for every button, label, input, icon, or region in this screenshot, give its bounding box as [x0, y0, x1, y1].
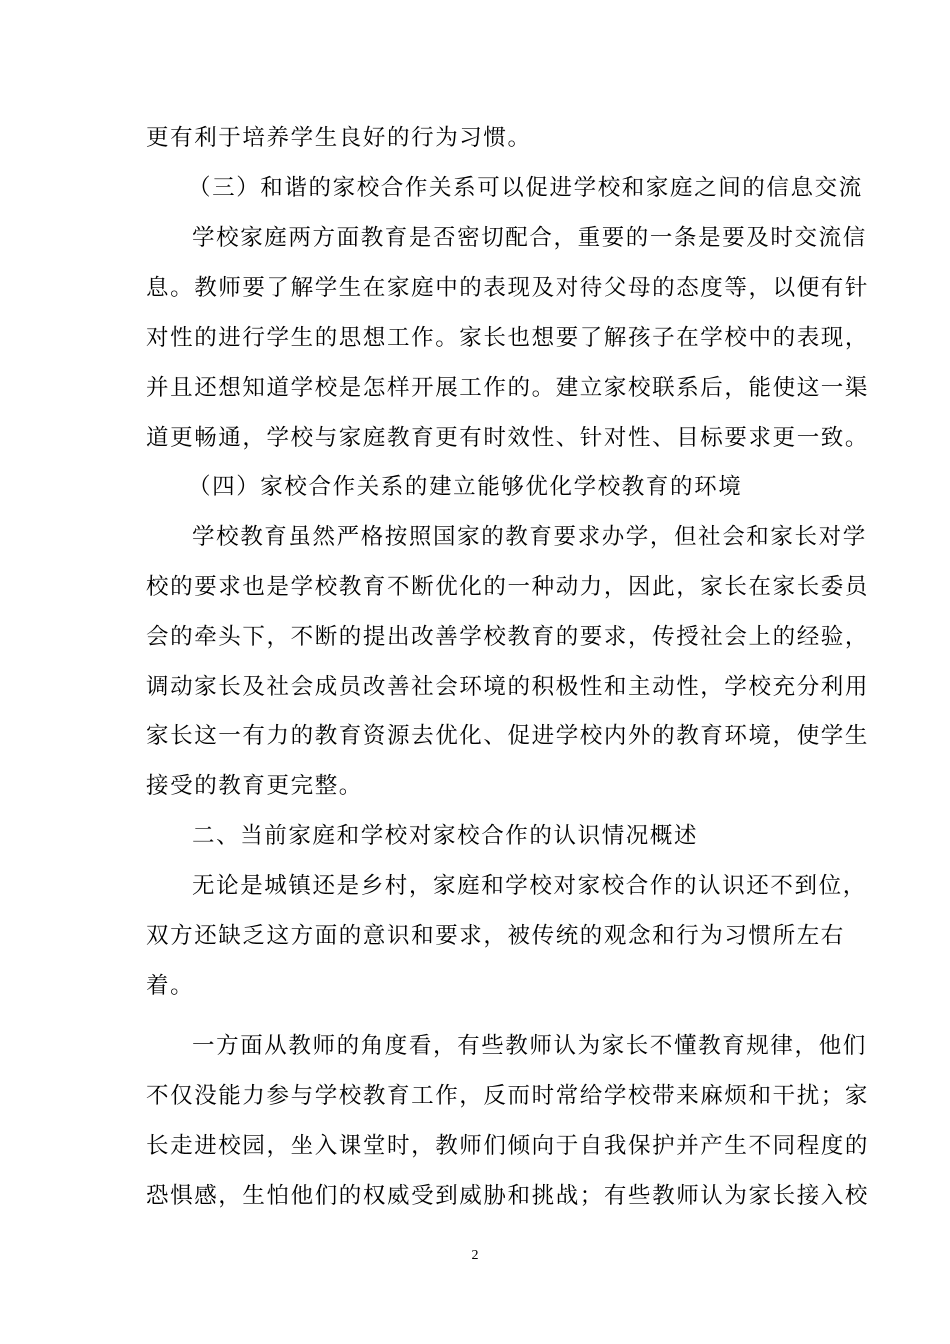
text-line: 对性的进行学生的思想工作。家长也想要了解孩子在学校中的表现，: [146, 325, 870, 351]
text-line: 学校家庭两方面教育是否密切配合，重要的一条是要及时交流信: [192, 225, 867, 251]
text-line: 并且还想知道学校是怎样开展工作的。建立家校联系后，能使这一渠: [146, 375, 870, 401]
text-line: 调动家长及社会成员改善社会环境的积极性和主动性，学校充分利用: [146, 674, 870, 700]
text-line: 息。教师要了解学生在家庭中的表现及对待父母的态度等，以便有针: [146, 275, 870, 301]
text-line: 不仅没能力参与学校教育工作，反而时常给学校带来麻烦和干扰；家: [146, 1083, 870, 1109]
text-line: 接受的教育更完整。: [146, 773, 363, 799]
text-line: 会的牵头下，不断的提出改善学校教育的要求，传授社会上的经验，: [146, 624, 870, 650]
text-line: 恐惧感，生怕他们的权威受到威胁和挑战；有些教师认为家长接入校: [146, 1183, 870, 1209]
text-line: 双方还缺乏这方面的意识和要求，被传统的观念和行为习惯所左右: [146, 923, 845, 949]
text-line: 学校教育虽然严格按照国家的教育要求办学，但社会和家长对学: [192, 524, 867, 550]
page-number: 2: [471, 1248, 479, 1263]
text-line: 道更畅通，学校与家庭教育更有时效性、针对性、目标要求更一致。: [146, 425, 870, 451]
section-heading: 二、当前家庭和学校对家校合作的认识情况概述: [192, 823, 699, 849]
text-line: 一方面从教师的角度看，有些教师认为家长不懂教育规律，他们: [192, 1033, 867, 1059]
text-line: 长走进校园，坐入课堂时，教师们倾向于自我保护并产生不同程度的: [146, 1133, 870, 1159]
section-heading: （三）和谐的家校合作关系可以促进学校和家庭之间的信息交流: [188, 175, 863, 201]
text-line: 家长这一有力的教育资源去优化、促进学校内外的教育环境，使学生: [146, 723, 870, 749]
text-line: 无论是城镇还是乡村，家庭和学校对家校合作的认识还不到位，: [192, 873, 867, 899]
text-line: 更有利于培养学生良好的行为习惯。: [146, 125, 532, 151]
text-line: 着。: [146, 973, 195, 999]
text-line: 校的要求也是学校教育不断优化的一种动力，因此，家长在家长委员: [146, 574, 870, 600]
section-heading: （四）家校合作关系的建立能够优化学校教育的环境: [188, 474, 743, 500]
